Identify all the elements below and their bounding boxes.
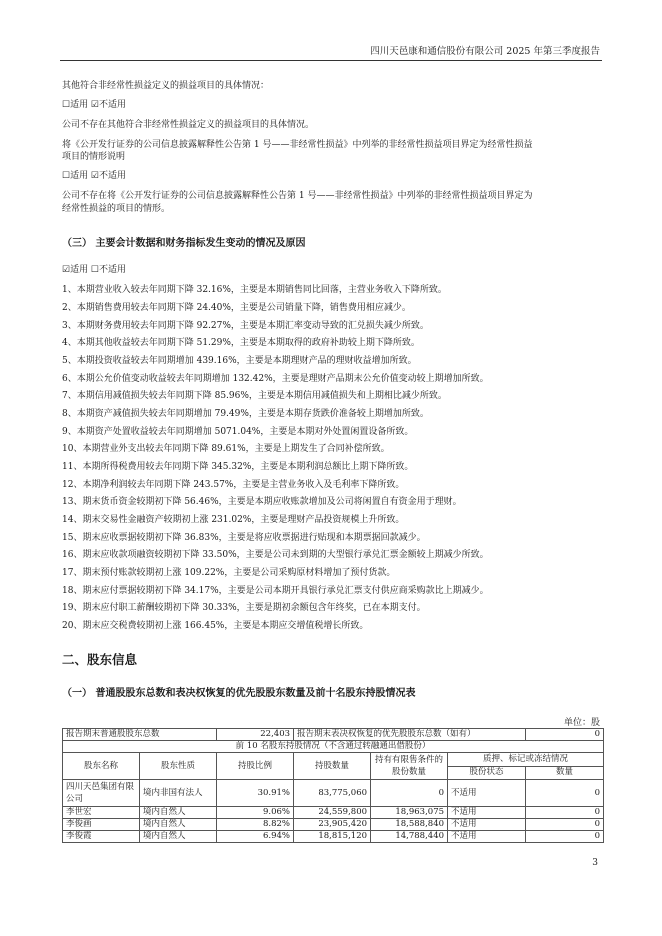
change-item: 3、本期财务费用较去年同期下降 92.27%，主要是本期汇率变动导致的汇兑损失减少所致。 xyxy=(62,321,429,331)
holder-num: 0 xyxy=(526,831,604,843)
holder-name: 李俊霞 xyxy=(63,831,140,843)
holder-ratio: 9.06% xyxy=(217,807,294,819)
change-item: 6、本期公允价值变动收益较去年同期增加 132.42%，主要是理财产品期末公允价值变动较上期增加所致。 xyxy=(62,374,489,384)
holder-status: 不适用 xyxy=(448,780,526,807)
change-item: 14、期末交易性金融资产较期初上涨 231.02%，主要是理财产品投资规模上升所致。 xyxy=(62,515,405,525)
holder-nature: 境内自然人 xyxy=(140,819,217,831)
change-item: 16、期末应收款项融资较期初下降 33.50%，主要是公司未到期的大型银行承兑汇票金额较上期减少所致。 xyxy=(62,550,489,560)
top10-title: 前 10 名股东持股情况（不含通过转融通出借股份） xyxy=(63,741,604,753)
change-item: 18、期末应付票据较期初下降 34.17%，主要是公司本期开具银行承兑汇票支付供应商采购款比上期减少。 xyxy=(62,586,489,596)
holder-num: 0 xyxy=(526,819,604,831)
table-row xyxy=(63,729,604,741)
holder-status: 不适用 xyxy=(448,807,526,819)
change-item: 12、本期净利润较去年同期下降 243.57%，主要是主营业务收入及毛利率下降所致。 xyxy=(62,480,405,490)
header-ratio: 持股比例 xyxy=(217,753,294,780)
change-item: 9、本期资产处置收益较去年同期增加 5071.04%，主要是本期对外处置闲置设备所致。 xyxy=(62,427,414,437)
table-row xyxy=(63,780,604,807)
header-qty: 持股数量 xyxy=(294,753,371,780)
holder-num: 0 xyxy=(526,780,604,807)
holder-status: 不适用 xyxy=(448,831,526,843)
holder-ratio: 6.94% xyxy=(217,831,294,843)
change-item: 7、本期信用减值损失较去年同期下降 85.96%，主要是本期信用减值损失和上期相比减少所致。 xyxy=(62,391,447,401)
pref-holders-label: 报告期末表决权恢复的优先股股东总数（如有） xyxy=(294,729,526,741)
page-header: 四川天邑康和通信股份有限公司 2025 年第三季度报告 xyxy=(370,46,600,57)
table-row xyxy=(63,831,604,843)
holder-ratio: 8.82% xyxy=(217,819,294,831)
intro-line: 公司不存在将《公开发行证券的公司信息披露解释性公告第 1 号——非经常性损益》中列举的非经常性损益项目界定为 xyxy=(62,191,533,201)
change-item: 1、本期营业收入较去年同期下降 32.16%，主要是本期销售同比回落，主营业务收入下降所致。 xyxy=(62,285,447,295)
header-status: 股份状态 xyxy=(448,766,526,780)
header-name: 股东名称 xyxy=(63,753,140,780)
change-item: 10、本期营业外支出较去年同期下降 89.61%，主要是上期发生了合同补偿所致。 xyxy=(62,444,390,454)
holder-nature: 境内非国有法人 xyxy=(140,780,217,807)
holder-nature: 境内自然人 xyxy=(140,807,217,819)
header-pledge: 质押、标记或冻结情况 xyxy=(448,753,604,767)
part2-title: 二、股东信息 xyxy=(62,652,138,667)
holder-qty: 83,775,060 xyxy=(294,780,371,807)
part2-subtitle: （一） 普通股股东总数和表决权恢复的优先股股东数量及前十名股东持股情况表 xyxy=(62,688,416,699)
intro-line: 将《公开发行证券的公司信息披露解释性公告第 1 号——非经常性损益》中列举的非经常性损益项目界定为经常性损益 xyxy=(62,140,533,150)
shareholder-table xyxy=(62,728,604,843)
change-item: 8、本期资产减值损失较去年同期增加 79.49%，主要是本期存货跌价准备较上期增加所致。 xyxy=(62,409,429,419)
holder-ratio: 30.91% xyxy=(217,780,294,807)
change-item: 2、本期销售费用较去年同期下降 24.40%，主要是公司销量下降，销售费用相应减少。 xyxy=(62,303,411,313)
intro-line: ☐适用 ☑不适用 xyxy=(62,171,126,181)
total-holders-label: 报告期末普通股股东总数 xyxy=(63,729,217,741)
intro-line: 其他符合非经常性损益定义的损益项目的具体情况： xyxy=(62,81,270,91)
change-item: 4、本期其他收益较去年同期下降 51.29%，主要是本期取得的政府补助较上期下降所致。 xyxy=(62,338,420,348)
holder-restricted: 18,588,840 xyxy=(371,819,448,831)
holder-name: 李俊画 xyxy=(63,819,140,831)
holder-restricted: 18,963,075 xyxy=(371,807,448,819)
table-header-row xyxy=(63,753,604,767)
header-num: 数量 xyxy=(526,766,604,780)
change-item: 15、期末应收票据较期初下降 36.83%，主要是将应收票据进行贴现和本期票据回款减少。 xyxy=(62,533,426,543)
page-number: 3 xyxy=(592,858,598,868)
change-item: 13、期末货币资金较期初下降 56.46%，主要是本期应收账款增加及公司将闲置自有资金用于理财。 xyxy=(62,497,462,507)
header-nature: 股东性质 xyxy=(140,753,217,780)
change-item: 11、本期所得税费用较去年同期下降 345.32%，主要是本期利润总额比上期下降所致。 xyxy=(62,462,414,472)
intro-line: 公司不存在其他符合非经常性损益定义的损益项目的具体情况。 xyxy=(62,120,315,130)
holder-qty: 24,559,800 xyxy=(294,807,371,819)
table-row xyxy=(63,807,604,819)
pref-holders-value: 0 xyxy=(526,729,604,741)
unit-label: 单位：股 xyxy=(563,718,600,728)
header-restricted: 持有有限售条件的股份数量 xyxy=(371,753,448,780)
holder-restricted: 14,788,440 xyxy=(371,831,448,843)
table-row xyxy=(63,819,604,831)
holder-restricted: 0 xyxy=(371,780,448,807)
holder-status: 不适用 xyxy=(448,819,526,831)
section3-title: （三） 主要会计数据和财务指标发生变动的情况及原因 xyxy=(62,238,306,249)
total-holders-value: 22,403 xyxy=(217,729,294,741)
section3-applicable: ☑适用 ☐不适用 xyxy=(62,265,126,275)
holder-nature: 境内自然人 xyxy=(140,831,217,843)
holder-qty: 23,905,420 xyxy=(294,819,371,831)
change-item: 19、期末应付职工薪酬较期初下降 30.33%，主要是期初余额包含年终奖，已在本期支付。 xyxy=(62,603,426,613)
change-item: 20、期末应交税费较期初上涨 166.45%，主要是本期应交增值税增长所致。 xyxy=(62,621,369,631)
holder-name: 李世宏 xyxy=(63,807,140,819)
intro-line: 项目的情形说明 xyxy=(62,152,126,162)
holder-qty: 18,815,120 xyxy=(294,831,371,843)
table-row xyxy=(63,741,604,753)
change-item: 17、期末预付账款较期初上涨 109.22%，主要是公司采购原材料增加了预付货款。 xyxy=(62,568,396,578)
intro-line: 经常性损益的项目的情形。 xyxy=(62,204,171,214)
holder-name: 四川天邑集团有限公司 xyxy=(63,780,140,807)
holder-num: 0 xyxy=(526,807,604,819)
intro-line: ☐适用 ☑不适用 xyxy=(62,100,126,110)
header-divider xyxy=(60,60,602,61)
change-item: 5、本期投资收益较去年同期增加 439.16%，主要是本期理财产品的理财收益增加所致。 xyxy=(62,356,417,366)
